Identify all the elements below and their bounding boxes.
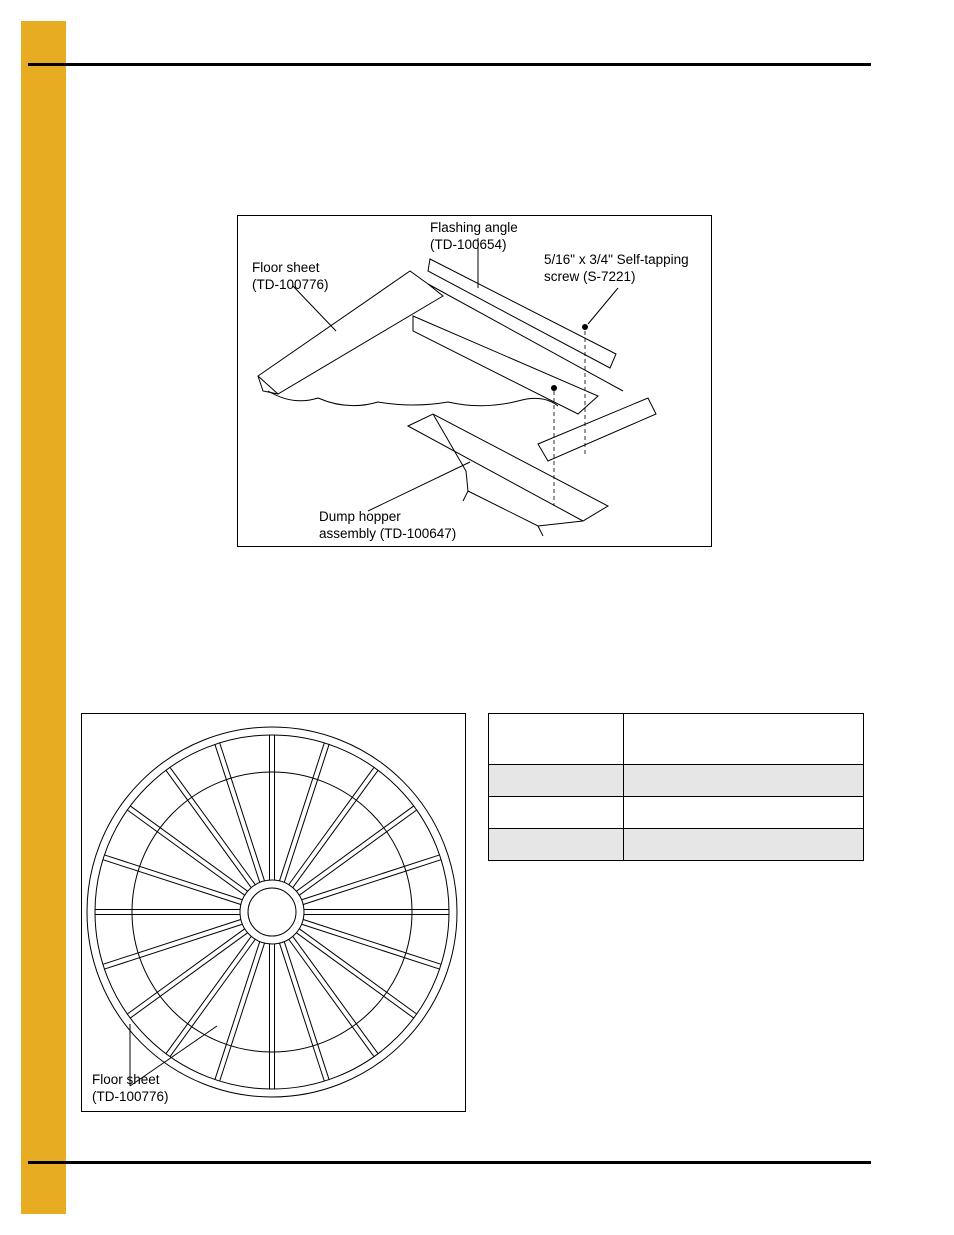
label-line: (TD-100776) xyxy=(92,1089,169,1104)
callout-floor-sheet-layout xyxy=(92,1071,169,1105)
table-cell xyxy=(489,797,624,829)
side-tab xyxy=(21,21,66,1214)
table-header-cell xyxy=(624,714,864,765)
header-rule xyxy=(28,63,871,66)
floor-spoke xyxy=(296,806,413,891)
floor-layout-drawing xyxy=(82,714,467,1113)
floor-spoke xyxy=(103,920,241,965)
floor-spoke xyxy=(220,743,265,881)
table-cell xyxy=(624,797,864,829)
figure-floor-layout xyxy=(81,713,466,1112)
floor-spoke xyxy=(302,855,440,900)
figure-dump-hopper-assembly xyxy=(237,215,712,547)
label-line: (TD-100654) xyxy=(430,237,507,252)
label-line: assembly (TD-100647) xyxy=(319,526,457,541)
parts-table xyxy=(488,713,864,861)
floor-spoke xyxy=(296,933,413,1018)
floor-spoke xyxy=(103,860,241,905)
floor-spoke xyxy=(215,744,260,882)
table-cell xyxy=(489,829,624,861)
floor-spoke xyxy=(104,855,242,900)
table-header-row xyxy=(489,714,864,765)
floor-spoke xyxy=(104,924,242,969)
label-line: 5/16" x 3/4" Self-tapping xyxy=(544,252,689,267)
floor-spoke xyxy=(303,860,441,905)
label-line: Floor sheet xyxy=(252,260,320,275)
table-row xyxy=(489,765,864,797)
floor-spoke xyxy=(166,936,251,1053)
table-header-cell xyxy=(489,714,624,765)
callout-flashing-angle xyxy=(430,219,518,253)
floor-spoke xyxy=(130,806,247,891)
table-row xyxy=(489,797,864,829)
table-row xyxy=(489,829,864,861)
label-line: Flashing angle xyxy=(430,220,518,235)
floor-spoke xyxy=(130,933,247,1018)
floor-spoke xyxy=(220,943,265,1081)
callout-floor-sheet xyxy=(252,259,329,293)
floor-spoke xyxy=(302,924,440,969)
footer-rule xyxy=(28,1161,871,1164)
floor-spoke xyxy=(280,743,325,881)
callout-self-tapping-screw xyxy=(544,251,689,285)
floor-spoke xyxy=(284,744,329,882)
table-cell xyxy=(624,829,864,861)
floor-spoke xyxy=(284,942,329,1080)
floor-spoke xyxy=(166,770,251,887)
table-cell xyxy=(624,765,864,797)
label-line: (TD-100776) xyxy=(252,277,329,292)
label-line: screw (S-7221) xyxy=(544,269,636,284)
floor-spoke xyxy=(293,936,378,1053)
floor-spoke xyxy=(280,943,325,1081)
floor-spoke xyxy=(215,942,260,1080)
callout-dump-hopper xyxy=(319,508,456,542)
table-cell xyxy=(489,765,624,797)
label-line: Dump hopper xyxy=(319,509,401,524)
floor-spoke xyxy=(303,920,441,965)
label-line: Floor sheet xyxy=(92,1072,160,1087)
floor-spoke xyxy=(293,770,378,887)
